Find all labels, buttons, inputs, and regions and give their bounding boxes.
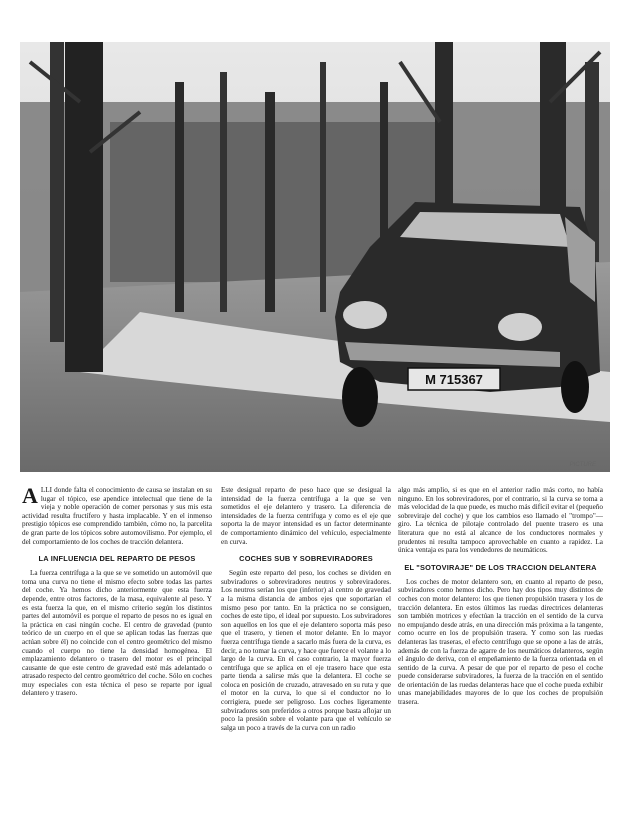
article-photo bbox=[20, 42, 610, 472]
photo-caption: PICTURE bbox=[569, 462, 596, 468]
section-heading: COCHES SUB Y SOBREVIRADORES bbox=[239, 554, 373, 564]
article-column-2 bbox=[221, 486, 391, 734]
body-paragraph: Según este reparto del peso, los coches se dividen en subviradores o sobreviradores neutros y sobreviradores. Los neutros serían los que (inferior) al centro de gravedad a la misma distancia de ambos ejes que soportarían el mismo peso por tanto. En la práctica no se consiguen, coches de este tipo, el ideal por supuesto. Los subviradores son aquellos en los que el eje delantero soporta más peso que el trasero, y tienen el motor delante. En lo mayor fuerza centrífuga tiende a sacarlo más fuera de la curva, es decir, a no tomar la curva, y hace que fuerce el volante a lo largo de la curva. En el caso contrario, la mayor fuerza centrífuga que se aplica en el eje trasero hace que esta parte tienda a salirse más que la delantera. El coche se coloca en posición de cruzado, atravesado en su ruta y que el motor en la curva, lo que si el conductor no lo corrigiera, puede ser peligroso. Los coches ligeramente subviradores son preferidos a otros porque basta aflojar un poco la presión sobre el volante para que el vehículo se salga un poco a través de la curva con un radio bbox=[221, 569, 391, 732]
intro-text: LLI donde falta el conocimiento de causa se instalan en su lugar el tópico, ese apendice intelectual que tiene de la vieja y noble operación de comer personas y sus mis esta actividad resulta fructífero y hasta implacable. Y en el inmenso prestigio tópicos ese comprendido también, cómo no, la parcelita de gran parte de los tópicos sobre automovilismo. Por ejemplo, el del comportamiento de los coches de tracción delantera. bbox=[22, 486, 212, 546]
body-paragraph: Los coches de motor delantero son, en cuanto al reparto de peso, subviradores como hemos dicho. Pero hay dos tipos muy distintos de coches con motor delantero: los que tienen propulsión trasera y los de tracción delantera. En estos últimos las ruedas directrices delanteras son también motrices y efectúan la tracción en el sentido de la curva no empujando desde atrás, en una dirección más próxima a la tangente, como ocurre en los de propulsión trasera. Y como son las ruedas delanteras las traseras, el efecto centrífugo que se opone a las de atrás, además de con la fuerza de agarre de los neumáticos delanteros, según el ángulo de deriva, con el empeñamiento de la fuerza orientada en el sentido de la curva. A pesar de que por el reparto de peso el coche puede considerarse subviradores, la fuerza de la tracción en el sentido de orientación de las ruedas delanteras hace que el coche pueda exhibir unas manejabilidades mayores de lo que los coches de propulsión trasera. bbox=[398, 577, 603, 707]
article-column-1 bbox=[22, 483, 212, 700]
intro-paragraph bbox=[22, 483, 212, 546]
body-paragraph: algo más amplio, si es que en el anterior radio más corto, no había ninguno. En los sobreviradores, por el contrario, si la curva se toma a más velocidad de la que puede, es mucho más difícil evitar el (pequeño sobreviraje del coche) y que los cambios eso llamado el "trompo"—giro. La técnica de pilotaje controlado del puente trasero es una literatura que no está al alcance de los conductores normales y prudentes ni resulta tampoco aprovechable en cuanto a rapidez. La única ventaja es para los vendedores de neumáticos. bbox=[398, 486, 603, 555]
body-paragraph: Este desigual reparto de peso hace que se desigual la intensidad de la fuerza centrífuga a la que se ven sometidos el eje delantero y trasero. La diferencia de intensidades de la fuerza centrífuga y como es el eje que soporta la de mayor intensidad es un factor determinante de comportamiento dinámico del vehículo, especialmente en curva. bbox=[221, 486, 391, 546]
license-plate: M 715367 bbox=[425, 372, 483, 387]
section-heading: LA INFLUENCIA DEL REPARTO DE PESOS bbox=[38, 554, 196, 564]
article-column-3 bbox=[398, 486, 603, 709]
body-paragraph: La fuerza centrífuga a la que se ve sometido un automóvil que toma una curva no tiene el mismo efecto sobre todas las partes del coche. Ya hemos dicho anteriormente que esta fuerza depende, entre otros factores, de la masa, equivalente al peso. Y es esta fuerza la que, en el mismo criterio según los distintos partes del automóvil es porque el reparto de pesos no es igual en la práctica en casi ningún coche. El centro de gravedad (punto teórico de un cuerpo en el que se aplican todas las fuerzas que actúan sobre él) no coincide con el centro geométrico del mismo cuando el cuerpo no tiene la densidad homogénea. El emplazamiento delantero o trasero del motor es el principal causante de que este centro de gravedad esté más adelantado o atrasado respecto del centro geométrico del coche. Sólo en coches muy especiales con esta técnica el peso se reparte por igual delantero y trasero. bbox=[22, 569, 212, 698]
section-heading: EL "SOTOVIRAJE" DE LOS TRACCION DELANTERA bbox=[404, 562, 597, 572]
drop-cap: A bbox=[22, 483, 38, 508]
